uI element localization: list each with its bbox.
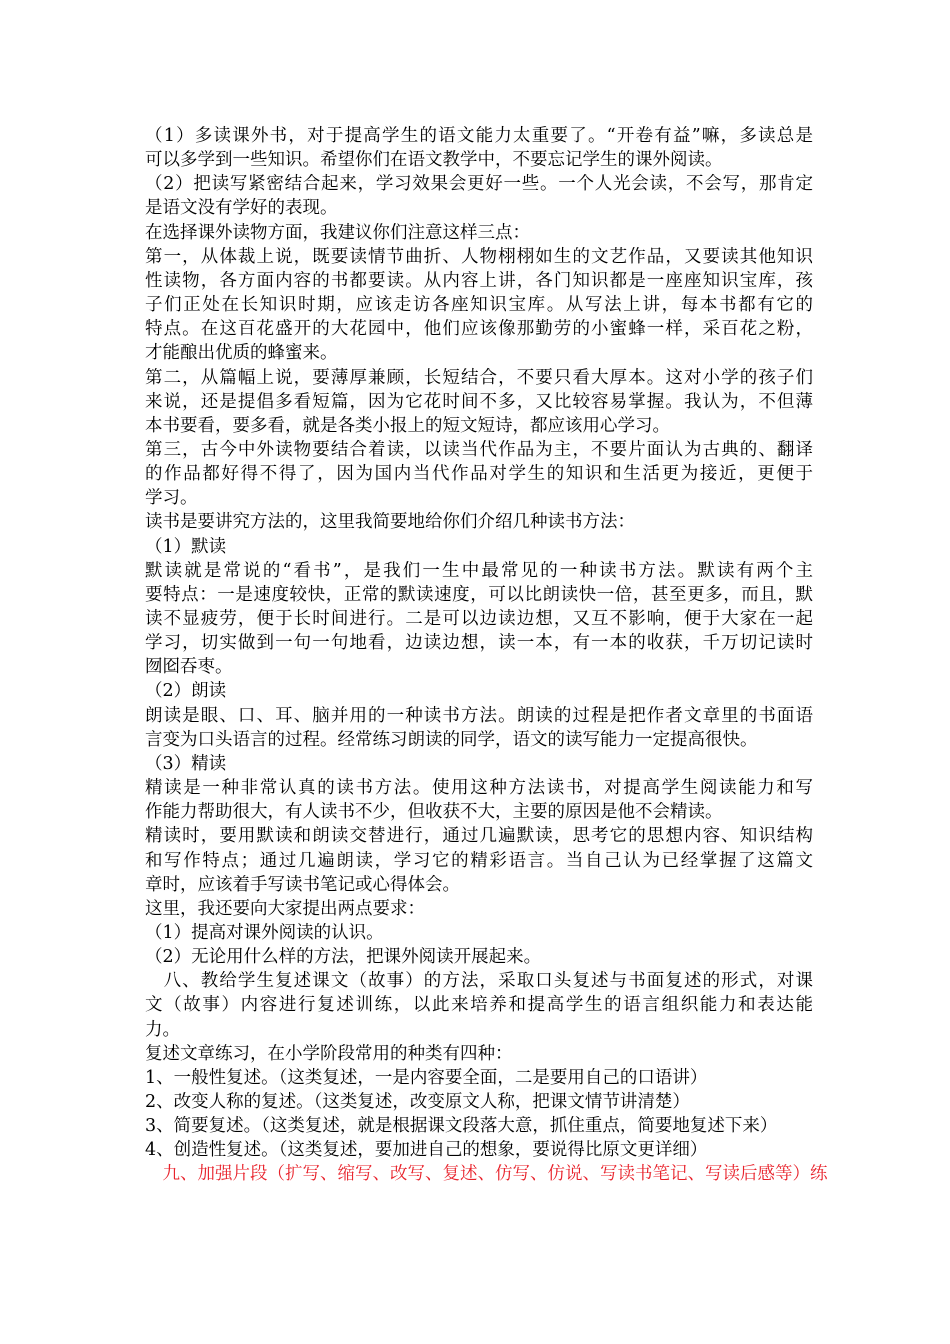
paragraph-line: 读不显疲劳，便于长时间进行。二是可以边读边想，又互不影响，便于大家在一起 — [145, 609, 813, 629]
paragraph-line: 精读是一种非常认真的读书方法。使用这种方法读书，对提高学生阅读能力和写 — [145, 778, 813, 799]
paragraph-line: 第一，从体裁上说，既要读情节曲折、人物栩栩如生的文艺作品，又要读其他知识 — [145, 246, 813, 267]
paragraph-line: 是语文没有学好的表现。 — [145, 198, 338, 219]
paragraph-line: 4、创造性复述。（这类复述，要加进自己的想象，要说得比原文更详细） — [145, 1140, 708, 1161]
paragraph-line: 特点。在这百花盛开的大花园中，他们应该像那勤劳的小蜜蜂一样，采百花之粉， — [145, 319, 813, 340]
paragraph-line: 默读就是常说的“看书”，是我们一生中最常见的一种读书方法。默读有两个主 — [145, 560, 813, 581]
paragraph-line: 复述文章练习，在小学阶段常用的种类有四种： — [145, 1043, 513, 1064]
paragraph-line: 3、简要复述。（这类复述，就是根据课文段落大意，抓住重点，简要地复述下来） — [145, 1116, 778, 1137]
paragraph-line: （1）多读课外书，对于提高学生的语文能力太重要了。“开卷有益”嘛，多读总是 — [145, 126, 813, 146]
paragraph-line: 第三，古今中外读物要结合着读，以读当代作品为主，不要片面认为古典的、翻译 — [145, 439, 813, 460]
paragraph-line: 来说，还是提倡多看短篇，因为它花时间不多，又比较容易掌握。我认为，不但薄 — [145, 391, 813, 412]
paragraph-line: （2）把读写紧密结合起来，学习效果会更好一些。一个人光会读，不会写，那肯定 — [145, 174, 813, 195]
paragraph-line: 第二，从篇幅上说，要薄厚兼顾，长短结合，不要只看大厚本。这对小学的孩子们 — [145, 367, 813, 388]
paragraph-line: 言变为口头语言的过程。经常练习朗读的同学，语文的读写能力一定提高很快。 — [145, 729, 758, 750]
paragraph-line: 可以多学到一些知识。希望你们在语文教学中，不要忘记学生的课外阅读。 — [145, 150, 723, 171]
paragraph-line: （2）朗读 — [145, 681, 227, 702]
paragraph-line: 朗读是眼、口、耳、脑并用的一种读书方法。朗读的过程是把作者文章里的书面语 — [145, 705, 813, 726]
paragraph-line: 八、教给学生复述课文（故事）的方法，采取口头复述与书面复述的形式，对课 — [145, 971, 813, 992]
paragraph-line: 性读物，各方面内容的书都要读。从内容上讲，各门知识都是一座座知识宝库，孩 — [145, 270, 813, 291]
paragraph-line: 1、一般性复述。（这类复述，一是内容要全面，二是要用自己的口语讲） — [145, 1067, 708, 1088]
paragraph-line: 才能酿出优质的蜂蜜来。 — [145, 343, 338, 364]
paragraph-line: 章时，应该着手写读书笔记或心得体会。 — [145, 874, 460, 895]
paragraph-line: 作能力帮助很大，有人读书不少，但收获不大，主要的原因是他不会精读。 — [145, 802, 723, 823]
paragraph-line: 子们正处在长知识时期，应该走访各座知识宝库。从写法上讲，每本书都有它的 — [145, 295, 813, 316]
paragraph-line: 精读时，要用默读和朗读交替进行，通过几遍默读，思考它的思想内容、知识结构 — [145, 826, 813, 847]
paragraph-line: 文（故事）内容进行复述训练，以此来培养和提高学生的语言组织能力和表达能 — [145, 995, 813, 1016]
paragraph-line: 和写作特点；通过几遍朗读，学习它的精彩语言。当自己认为已经掌握了这篇文 — [145, 850, 813, 871]
paragraph-line: 学习，切实做到一句一句地看，边读边想，读一本，有一本的收获，千万切记读时 — [145, 633, 813, 654]
paragraph-line: 读书是要讲究方法的，这里我简要地给你们介绍几种读书方法： — [145, 512, 635, 533]
paragraph-line: 学习。 — [145, 488, 198, 509]
paragraph-line: 要特点：一是速度较快，正常的默读速度，可以比朗读快一倍，甚至更多，而且，默 — [145, 584, 813, 605]
paragraph-line: 2、改变人称的复述。（这类复述，改变原文人称，把课文情节讲清楚） — [145, 1092, 690, 1112]
paragraph-line: 的作品都好得不得了，因为国内当代作品对学生的知识和生活更为接近，更便于 — [145, 464, 813, 485]
paragraph-line: 囫囵吞枣。 — [145, 657, 233, 678]
paragraph-line: 本书要看，要多看，就是各类小报上的短文短诗，都应该用心学习。 — [145, 415, 670, 436]
paragraph-line: （1）提高对课外阅读的认识。 — [145, 922, 384, 943]
paragraph-line: （3）精读 — [145, 753, 227, 774]
paragraph-line: 力。 — [145, 1019, 180, 1040]
paragraph-line: 在选择课外读物方面，我建议你们注意这样三点： — [145, 222, 530, 243]
paragraph-line: （2）无论用什么样的方法，把课外阅读开展起来。 — [145, 947, 542, 968]
paragraph-line: （1）默读 — [145, 536, 227, 557]
paragraph-line: 这里，我还要向大家提出两点要求： — [145, 898, 425, 919]
section-heading-line: 九、加强片段（扩写、缩写、改写、复述、仿写、仿说、写读书笔记、写读后感等）练 — [145, 1164, 828, 1185]
